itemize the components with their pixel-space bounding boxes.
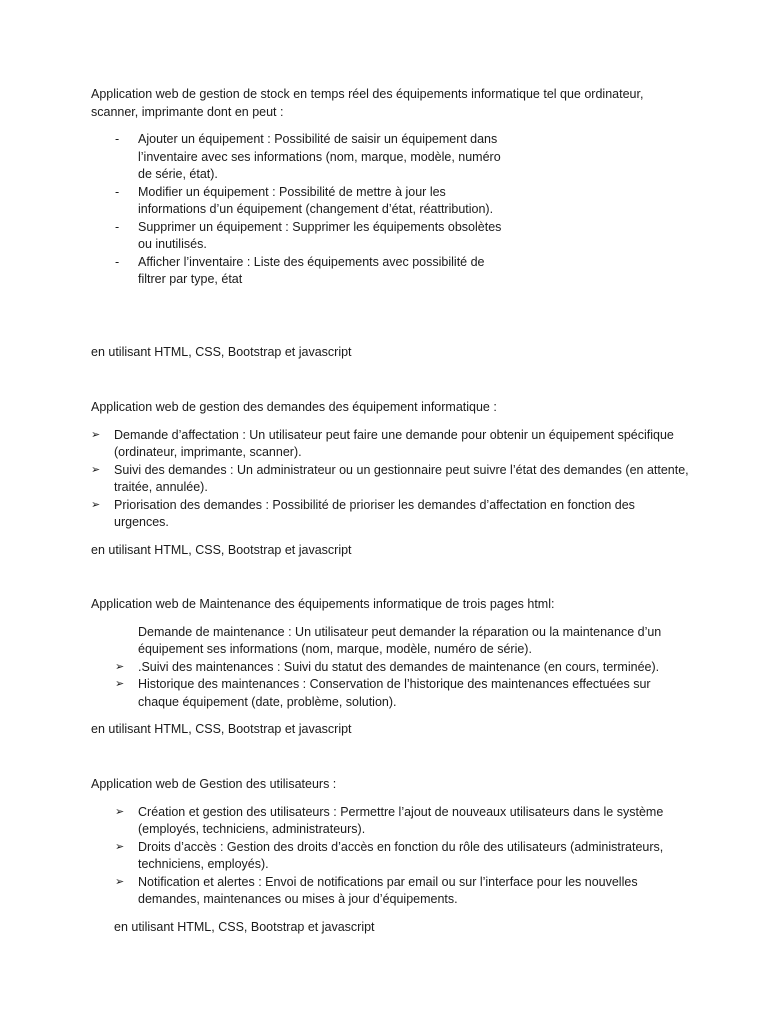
list-item: ➢ Notification et alertes : Envoi de notifications par email ou sur l’interface pour les nouvelles demandes, maintenances ou mises à jour d’équipements. — [115, 874, 638, 906]
list-item: ➢ Suivi des demandes : Un administrateur ou un gestionnaire peut suivre l’état des demandes (en attente, traitée, annulée). — [91, 462, 689, 494]
feature-list — [91, 131, 691, 289]
dash-bullet-icon: - — [115, 132, 120, 146]
list-item: ➢ Priorisation des demandes : Possibilité de prioriser les demandes d’affectation en fonction des urgences. — [91, 497, 635, 529]
list-item: - Ajouter un équipement : Possibilité de saisir un équipement dans l’inventaire avec ses informations (nom, marque, modèle, numéro de série, état). — [115, 132, 501, 181]
list-item: - Afficher l’inventaire : Liste des équipements avec possibilité de filtrer par type, état — [115, 254, 485, 286]
dash-bullet-icon: - — [115, 184, 120, 199]
maintenance-request-text: Demande de maintenance : Un utilisateur peut demander la réparation ou la maintenance d’un équipement ses informations (nom, marque, modèle, numéro de série). — [138, 624, 662, 656]
feature-list — [91, 427, 691, 532]
list-item: ➢ .Suivi des maintenances : Suivi du statut des demandes de maintenance (en cours, terminée). — [91, 659, 691, 677]
list-item: ➢ Demande d’affectation : Un utilisateur peut faire une demande pour obtenir un équipement spécifique (ordinateur, imprimante, scanner). — [91, 427, 674, 459]
arrow-bullet-icon: ➢ — [115, 805, 125, 818]
section-intro: Application web de Maintenance des équipements informatique de trois pages html: — [91, 597, 555, 611]
arrow-bullet-icon: ➢ — [115, 678, 125, 690]
list-item: ➢ Droits d’accès : Gestion des droits d’accès en fonction du rôle des utilisateurs (administrateurs, techniciens, employés). — [115, 839, 664, 871]
feature-list — [91, 804, 691, 909]
section-footer: en utilisant HTML, CSS, Bootstrap et javascript — [91, 345, 352, 359]
section-maintenance — [91, 596, 691, 739]
feature-list — [91, 659, 691, 712]
section-users — [91, 776, 691, 936]
section-footer: en utilisant HTML, CSS, Bootstrap et javascript — [91, 722, 352, 736]
list-item: - Supprimer un équipement : Supprimer les équipements obsolètes ou inutilisés. — [115, 219, 502, 251]
arrow-bullet-icon: ➢ — [115, 840, 125, 853]
section-stock — [91, 86, 691, 289]
arrow-bullet-icon: ➢ — [115, 875, 125, 888]
dash-bullet-icon: - — [115, 219, 120, 234]
arrow-bullet-icon: ➢ — [115, 660, 125, 673]
section-intro: Application web de gestion des demandes des équipement informatique : — [91, 400, 497, 414]
section-intro: Application web de Gestion des utilisateurs : — [91, 777, 337, 791]
section-requests — [91, 399, 691, 559]
arrow-bullet-icon: ➢ — [91, 498, 101, 511]
section-footer: en utilisant HTML, CSS, Bootstrap et javascript — [114, 919, 375, 934]
section-footer: en utilisant HTML, CSS, Bootstrap et javascript — [91, 542, 352, 557]
section-intro: Application web de gestion de stock en temps réel des équipements informatique tel que ordinateur, scanner, imprimante dont en peut : — [91, 87, 644, 119]
list-item: ➢ Historique des maintenances : Conservation de l’historique des maintenances effectuées sur chaque équipement (date, problème, solution). — [115, 677, 651, 709]
dash-bullet-icon: - — [115, 254, 120, 269]
arrow-bullet-icon: ➢ — [91, 428, 101, 441]
list-item: - Modifier un équipement : Possibilité de mettre à jour les informations d’un équipement (changement d’état, réattribution). — [115, 184, 494, 216]
arrow-bullet-icon: ➢ — [91, 463, 101, 476]
list-item: ➢ Création et gestion des utilisateurs : Permettre l’ajout de nouveaux utilisateurs dans le système (employés, techniciens, administrateurs). — [115, 804, 664, 836]
